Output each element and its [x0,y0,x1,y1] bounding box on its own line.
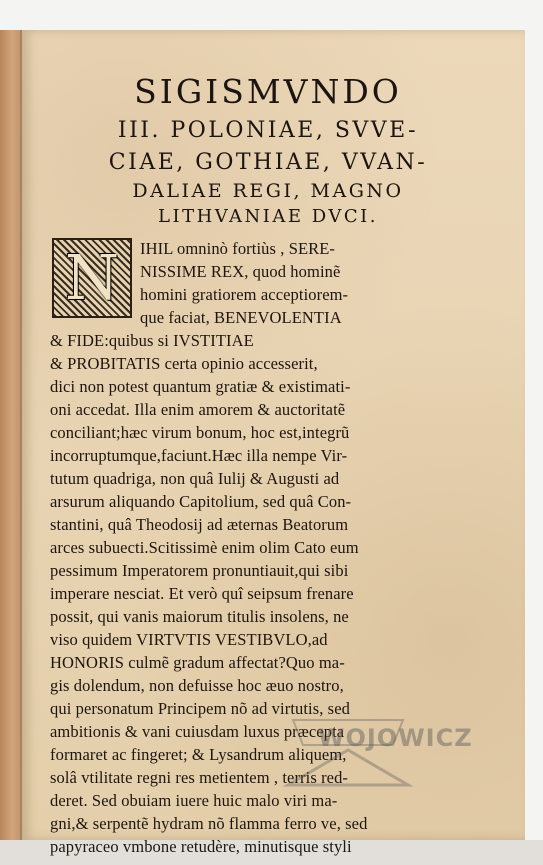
text-line: viso quidem VIRTVTIS VESTIBVLO,ad [50,630,328,649]
text-line: formaret ac fingeret; & Lysandrum aliquem, [50,745,347,764]
text-line: arsurum aliquando Capitolium, sed quâ Con- [50,492,352,511]
text-line: gis dolendum, non defuisse hoc æuo nostro, [50,676,344,695]
text-line: qui personatum Principem nõ ad virtutis, sed [50,699,350,718]
text-line: arces subuecti.Scitissimè enim olim Cato eum [50,538,359,557]
text-line: solâ vtilitate regni res metientem , terris red- [50,768,349,787]
decorated-initial-letter: N [64,241,120,314]
text-line: & PROBITATIS certa opinio accesserit, [50,354,318,373]
text-line: que faciat, BENEVOLENTIA [140,308,342,327]
text-line: IHIL omninò fortiùs , SERE- [140,239,336,258]
text-line: NISSIME REX, quod hominẽ [140,262,341,281]
text-line: stantini, quâ Theodosij ad æternas Beatorum [50,515,349,534]
text-line: imperare nesciat. Et verò quî seipsum frenare [50,584,354,603]
text-line: conciliant;hæc virum bonum, hoc est,integrũ [50,423,350,442]
dedication-title-line-5: LITHVANIAE DVCI. [158,206,378,227]
text-line: HONORIS culmẽ gradum affectat?Quo ma- [50,653,345,672]
text-line: pessimum Imperatorem pronuntiauit,qui sibi [50,561,349,580]
text-line: ambitionis & vani cuiusdam luxus præcepta [50,722,345,741]
text-line: papyraceo vmbone retudère, minutisque styli [50,837,352,856]
text-line: oni accedat. Illa enim amorem & auctoritatẽ [50,400,346,419]
dedication-title-line-2: III. POLONIAE, SVVE- [117,118,419,143]
text-line: homini gratiorem acceptiorem- [140,285,349,304]
seller-watermark-text: WOJOWICZ [318,724,473,752]
dedication-title-line-4: DALIAE REGI, MAGNO [132,180,404,202]
text-line: & FIDE:quibus si IVSTITIAE [50,331,254,350]
text-line: possit, qui vanis maiorum titulis insolens, ne [50,607,349,626]
text-line: deret. Sed obuiam iuere huic malo viri ma- [50,791,338,810]
text-line: incorruptumque,faciunt.Hæc illa nempe Vir- [50,446,348,465]
dedication-title-line-3: CIAE, GOTHIAE, VVAN- [108,150,428,175]
decorated-initial [52,238,132,318]
dedication-title-line-1: SIGISMVNDO [134,72,402,111]
text-line: tutum quadriga, non quâ Iulij & Augusti ad [50,469,340,488]
text-line: gni,& serpentẽ hydram nõ flamma ferro ve, sed [50,814,368,833]
text-line: dici non potest quantum gratiæ & existimati- [50,377,351,396]
